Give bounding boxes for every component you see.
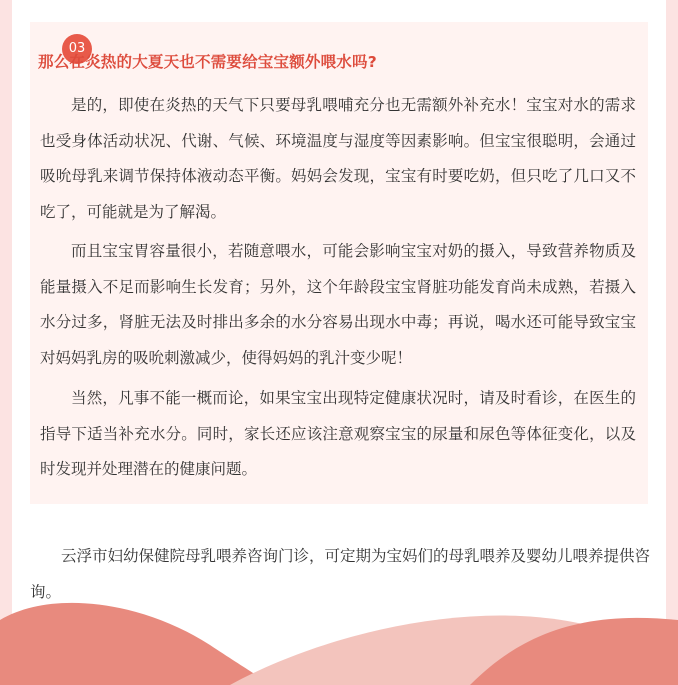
answer-paragraph-1: 是的，即使在炎热的天气下只要母乳喂哺充分也无需额外补充水！宝宝对水的需求也受身体活动状况、代谢、气候、环境温度与湿度等因素影响。但宝宝很聪明，会通过吸吮母乳来调节保持体液动态平衡。妈妈会发现，宝宝有时要吃奶，但只吃了几口又不吃了，可能就是为了解渴。 <box>40 96 636 221</box>
section-number-badge: 03 <box>62 34 92 64</box>
answer-paragraph-2: 而且宝宝胃容量很小，若随意喂水，可能会影响宝宝对奶的摄入，导致营养物质及能量摄入不足而影响生长发育；另外，这个年龄段宝宝肾脏功能发育尚未成熟，若摄入水分过多，肾脏无法及时排出多余的水分容易出现水中毒；再说，喝水还可能导致宝宝对妈妈乳房的吸吮刺激减少，使得妈妈的乳汁变少呢！ <box>40 242 636 367</box>
left-edge-decoration <box>0 0 12 685</box>
wave-dark-left <box>0 603 270 685</box>
wave-decoration <box>0 590 678 685</box>
question-heading: 那么在炎热的大夏天也不需要给宝宝额外喂水吗? <box>38 53 377 71</box>
answer-paragraph-3: 当然，凡事不能一概而论，如果宝宝出现特定健康状况时，请及时看诊，在医生的指导下适当补充水分。同时，家长还应该注意观察宝宝的尿量和尿色等体征变化，以及时发现并处理潜在的健康问题。 <box>40 389 636 478</box>
clinic-info-paragraph: 云浮市妇幼保健院母乳喂养咨询门诊，可定期为宝妈们的母乳喂养及婴幼儿喂养提供咨询。 <box>30 547 651 601</box>
right-edge-decoration <box>666 0 678 685</box>
